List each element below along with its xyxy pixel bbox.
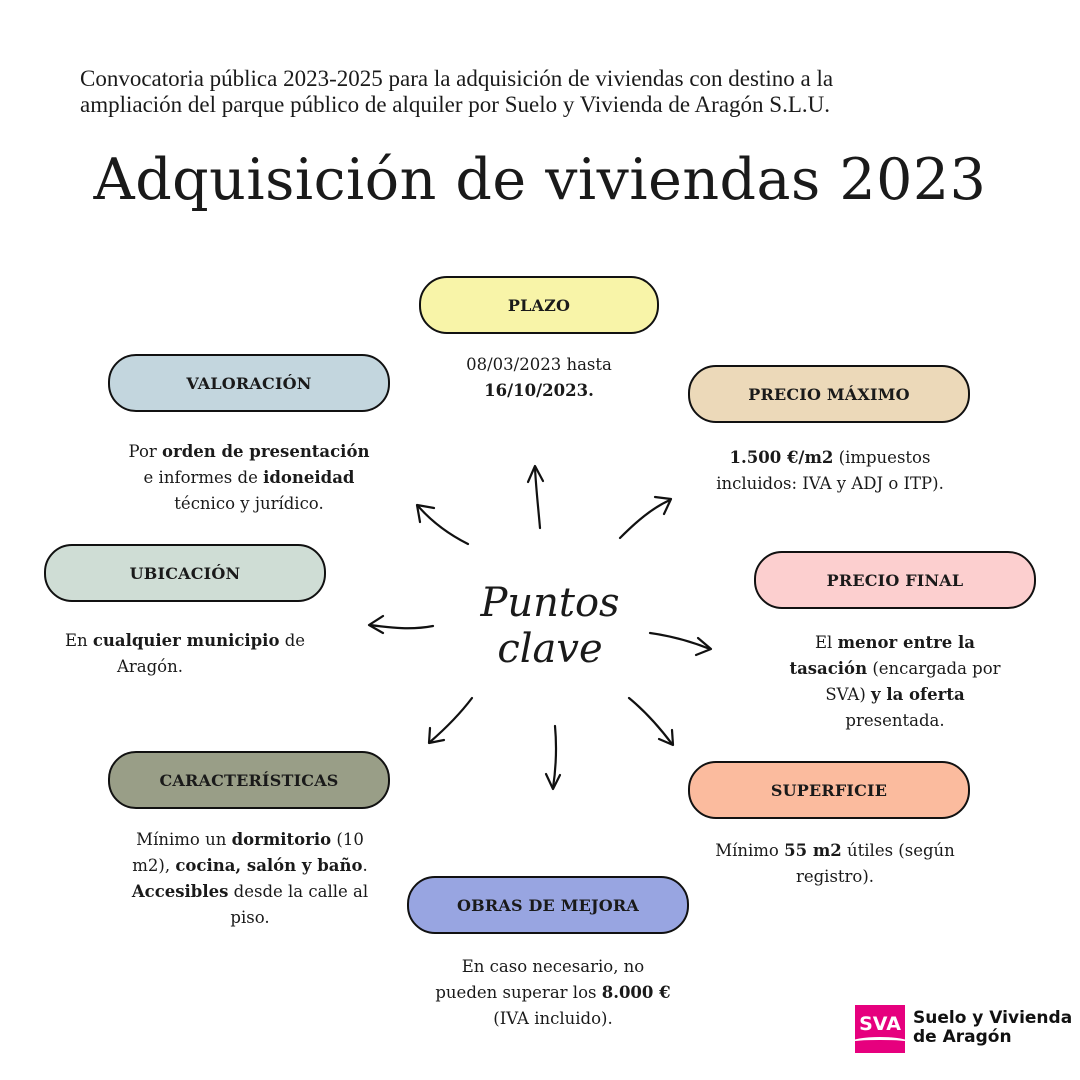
obras-pill <box>407 876 689 934</box>
ubicacion-text-2: Aragón. <box>116 657 183 676</box>
obras-label: OBRAS DE MEJORA <box>456 895 640 915</box>
valoracion-description <box>104 439 394 517</box>
precio-final-text-2: (encargada por <box>867 659 1001 678</box>
superficie-text-2: registro). <box>795 867 875 886</box>
valoracion-text-1: Por <box>128 442 163 461</box>
arrow-to-caracteristicas <box>429 698 472 743</box>
sva-logo-mark: SVA <box>855 1005 905 1053</box>
subtitle-line-2: ampliación del parque público de alquiler por Suelo y Vivienda de Aragón S.L.U. <box>80 92 830 117</box>
logo-line-2: de Aragón <box>913 1027 1012 1047</box>
obras-text-2: pueden superar los <box>435 983 602 1002</box>
precio-final-text-1-bold: menor entre la <box>837 633 975 652</box>
caracteristicas-label: CARACTERÍSTICAS <box>159 770 339 790</box>
arrow-to-ubicacion <box>369 616 433 633</box>
arrow-to-superficie <box>629 698 673 745</box>
caracteristicas-text-1-end: (10 <box>331 830 364 849</box>
caracteristicas-text-3-bold: Accesibles <box>131 882 229 901</box>
precio-final-label: PRECIO FINAL <box>826 570 964 590</box>
precio-final-description <box>770 630 1020 734</box>
precio-maximo-description <box>680 445 980 497</box>
precio-maximo-pill <box>688 365 970 423</box>
superficie-text-1: Mínimo <box>715 841 785 860</box>
caracteristicas-text-1: Mínimo un <box>136 830 232 849</box>
page-title: Adquisición de viviendas 2023 <box>93 147 987 213</box>
ubicacion-label: UBICACIÓN <box>129 563 241 583</box>
plazo-text-a: 08/03/2023 hasta <box>466 355 612 374</box>
precio-maximo-text-1-bold: 1.500 €/m2 <box>729 448 834 467</box>
valoracion-label: VALORACIÓN <box>186 373 312 393</box>
plazo-label: PLAZO <box>507 295 571 315</box>
arrow-to-plazo <box>528 466 543 528</box>
precio-final-text-3-bold: y la oferta <box>871 685 965 704</box>
superficie-label: SUPERFICIE <box>770 780 888 800</box>
valoracion-text-2-bold: idoneidad <box>263 468 355 487</box>
caracteristicas-text-2-bold: cocina, salón y baño <box>175 856 363 875</box>
precio-final-text-4: presentada. <box>845 711 945 730</box>
caracteristicas-text-2: m2), <box>132 856 176 875</box>
logo-line-1: Suelo y Vivienda <box>913 1008 1073 1028</box>
plazo-description <box>399 352 679 404</box>
subtitle-line-1: Convocatoria pública 2023-2025 para la adquisición de viviendas con destino a la <box>80 66 834 91</box>
ubicacion-text-1: En <box>64 631 93 650</box>
superficie-pill <box>688 761 970 819</box>
valoracion-text-2: e informes de <box>143 468 264 487</box>
superficie-text-1-bold: 55 m2 <box>784 841 842 860</box>
precio-maximo-text-2: incluidos: IVA y ADJ o ITP). <box>716 474 944 493</box>
obras-description <box>413 954 693 1032</box>
plazo-pill <box>419 276 659 334</box>
center-line-2: clave <box>497 626 603 672</box>
center-line-1: Puntos <box>480 580 620 626</box>
ubicacion-text-1-end: de <box>279 631 306 650</box>
caracteristicas-text-1-bold: dormitorio <box>231 830 332 849</box>
superficie-text-1-end: útiles (según <box>841 841 955 860</box>
precio-maximo-label: PRECIO MÁXIMO <box>748 384 910 404</box>
caracteristicas-text-2-end: . <box>362 856 368 875</box>
caracteristicas-text-3: desde la calle al <box>228 882 369 901</box>
sva-logo <box>855 1003 1073 1055</box>
arrow-to-precio-maximo <box>620 497 671 538</box>
precio-final-text-1: El <box>815 633 838 652</box>
plazo-text-b: 16/10/2023. <box>484 381 594 400</box>
superficie-description <box>690 838 980 890</box>
caracteristicas-pill <box>108 751 390 809</box>
precio-final-text-3: SVA) <box>825 685 872 704</box>
arrow-to-obras <box>546 726 560 789</box>
caracteristicas-text-4: piso. <box>230 908 270 927</box>
valoracion-text-1-bold: orden de presentación <box>162 442 370 461</box>
sva-logo-text <box>913 1009 1072 1047</box>
valoracion-text-3: técnico y jurídico. <box>174 494 324 513</box>
obras-text-3: (IVA incluido). <box>493 1009 613 1028</box>
caracteristicas-description <box>115 827 385 931</box>
ubicacion-description <box>50 628 320 680</box>
valoracion-pill <box>108 354 390 412</box>
puntos-clave-center <box>440 580 660 672</box>
obras-text-2-bold: 8.000 € <box>601 983 671 1002</box>
precio-final-pill <box>754 551 1036 609</box>
precio-maximo-text-1: (impuestos <box>833 448 931 467</box>
ubicacion-pill <box>44 544 326 602</box>
ubicacion-text-1-bold: cualquier municipio <box>92 631 280 650</box>
precio-final-text-2-bold: tasación <box>789 659 868 678</box>
obras-text-1: En caso necesario, no <box>461 957 645 976</box>
arrow-to-valoracion <box>417 505 468 544</box>
